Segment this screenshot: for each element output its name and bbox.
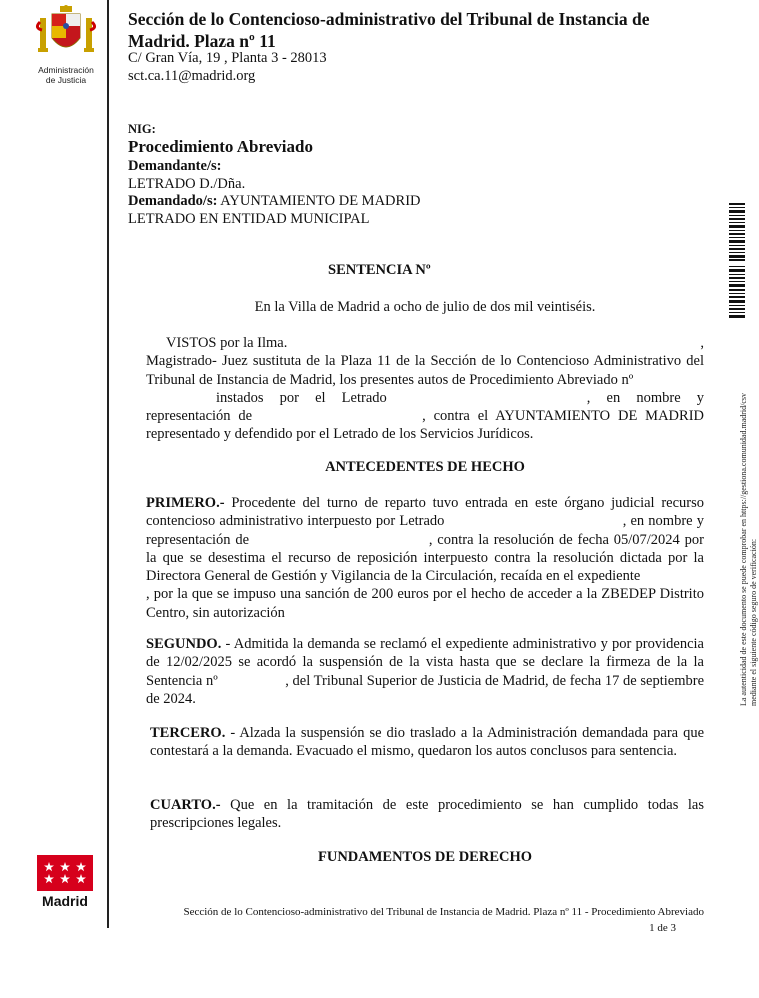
verification-line-2: mediante el siguiente código seguro de verificación: [749,538,758,706]
segundo-label: SEGUNDO. [146,636,222,652]
segundo-paragraph [146,635,704,708]
tercero-label: TERCERO. [150,725,226,741]
primero-label: PRIMERO.- [146,495,225,511]
defendant-label: Demandado/s: [128,193,218,209]
vertical-divider [107,0,109,928]
segundo-text-2: , del Tribunal Superior de Justicia de Madrid, de fecha 17 de septiembre de 2024. [146,672,705,707]
administracion-justicia-logo [28,4,104,85]
barcode-icon [729,203,745,261]
sentencia-title: SENTENCIA Nº [328,262,431,278]
tercero-text: - Alzada la suspensión se dio traslado a la Administración demandada para que contestará a la demanda. Evacuado el mismo, quedaron los autos conclusos para sentencia. [150,725,704,760]
logo-caption-line1: Administración [38,65,94,75]
cuarto-label: CUARTO.- [150,797,221,813]
coat-of-arms-icon [36,4,96,60]
plaintiff-label: Demandante/s: [128,158,222,174]
madrid-stars-flag-icon [37,855,93,891]
logo-caption-line2: de Justicia [45,75,87,85]
vistos-body: Magistrado- Juez sustituta de la Plaza 11 de la Sección de lo Contencioso Administrativo del Tribunal de Instancia de Madrid, los presentes autos de Procedimiento Abreviado nº [146,353,704,388]
fundamentos-heading: FUNDAMENTOS DE DERECHO [317,849,533,865]
antecedentes-heading: ANTECEDENTES DE HECHO [325,459,525,475]
vistos-on-behalf: , en nombre y [586,389,704,406]
segundo-text-1: - Admitida la demanda se reclamó el expediente administrativo y por providencia de 12/02/2025 se acordó la suspensión de la vista hasta que se declare la firmeza de la la Sentencia nº [146,636,704,689]
court-title: Sección de lo Contencioso-administrativo del Tribunal de Instancia de Madrid. Plaza nº 11 [128,9,650,51]
lawyer-label: LETRADO D./Dña. [128,176,246,192]
madrid-logo-label: Madrid [42,893,88,909]
primero-text-3: , contra la resolución de fecha 05/07/2024 por la que se desestima el recurso de reposición interpuesto contra la resolución dictada por la Directora General de Gestión y Vigilancia de la Circulación, recaída en el expediente [146,531,704,585]
cuarto-paragraph [150,796,704,833]
barcode-icon [729,266,745,318]
verification-line-1: La autenticidad de este documento se puede comprobar en https://gestiona.comunidad.madrid/csv [739,392,748,706]
verification-note [739,346,759,706]
nig-label: NIG: [128,122,156,136]
comunidad-madrid-logo [37,855,93,909]
cuarto-text: Que en la tramitación de este procedimiento se han cumplido todas las prescripciones legales. [150,797,704,832]
place-date: En la Villa de Madrid a ocho de julio de dos mil veintiséis. [254,299,596,315]
tercero-paragraph [150,724,704,761]
vistos-intro: VISTOS por la Ilma. [166,335,288,351]
primero-text-2: , en nombre y representación de [146,513,704,548]
procedure-type: Procedimiento Abreviado [128,137,313,156]
vistos-paragraph: VISTOS por la Ilma. , Magistrado- Juez sustituta de la Plaza 11 de la Sección de lo Contencioso Administrativo del Tribunal de Instancia de Madrid, los presentes autos de Procedimiento Abreviado nº instados por el Letrado , en nombre y representación de , contra el AYUNTAMIENTO DE MADRID representado y defendido por el Letrado de los Servicios Jurídicos. [146,335,704,443]
primero-text-4: , por la que se impuso una sanción de 200 euros por el hecho de acceder a la ZBEDEP Distrito Centro, sin autorización [146,586,704,621]
court-address: C/ Gran Vía, 19 , Planta 3 - 28013 [128,50,327,66]
court-email: sct.ca.11@madrid.org [128,68,256,84]
page-footer: Sección de lo Contencioso-administrativo del Tribunal de Instancia de Madrid. Plaza nº 11 - Procedimiento Abreviado [183,906,704,918]
vistos-representation: representación de [146,408,253,425]
defendant-name: AYUNTAMIENTO DE MADRID [220,193,421,209]
defendant-lawyer: LETRADO EN ENTIDAD MUNICIPAL [128,211,370,227]
primero-text-1: Procedente del turno de reparto tuvo entrada en este órgano judicial recurso contencioso administrativo interpuesto por Letrado [146,495,705,530]
page-number: 1 de 3 [649,922,676,934]
vistos-against: , contra el AYUNTAMIENTO DE MADRID representado y defendido por el Letrado de los Servicios Jurídicos. [146,408,704,443]
vistos-lawyer: instados por el Letrado [216,389,387,406]
primero-paragraph [146,494,704,622]
